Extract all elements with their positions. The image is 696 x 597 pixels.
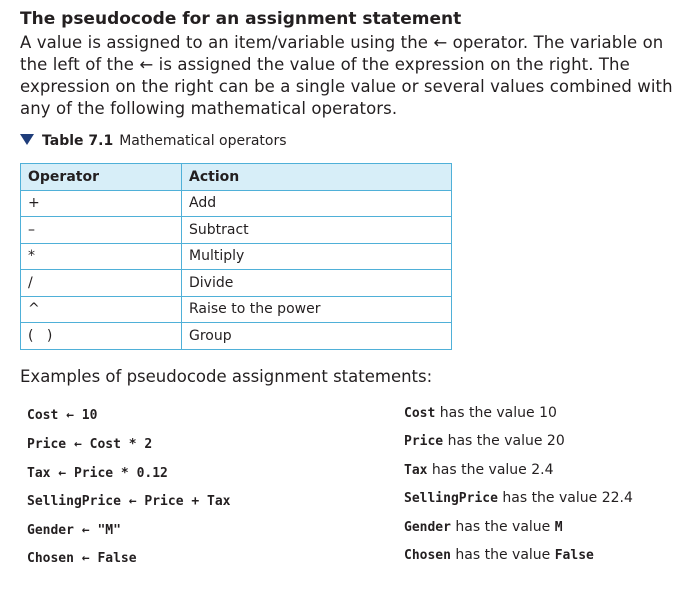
table-header-row bbox=[21, 164, 452, 191]
table-row bbox=[21, 323, 452, 350]
result-text: has the value bbox=[497, 490, 602, 506]
example-statement: SellingPrice ← Price + Tax bbox=[27, 494, 231, 509]
example-statement: Price ← Cost * 2 bbox=[27, 437, 153, 452]
operator-cell: – bbox=[21, 217, 182, 244]
result-text: has the value bbox=[443, 433, 547, 449]
action-cell: Raise to the power bbox=[182, 296, 452, 323]
example-result bbox=[404, 462, 554, 478]
operator-cell: ( ) bbox=[21, 323, 182, 350]
result-value: False bbox=[554, 548, 594, 563]
example-statement: Gender ← "M" bbox=[27, 523, 121, 538]
example-result bbox=[404, 433, 565, 449]
example-result bbox=[404, 405, 557, 421]
table-row bbox=[21, 296, 452, 323]
result-variable: SellingPrice bbox=[404, 491, 498, 506]
operator-cell: / bbox=[21, 270, 182, 297]
result-text: has the value bbox=[435, 405, 540, 421]
table-row bbox=[21, 270, 452, 297]
action-cell: Multiply bbox=[182, 243, 452, 270]
action-cell: Subtract bbox=[182, 217, 452, 244]
table-caption-title: Mathematical operators bbox=[119, 133, 287, 149]
example-result bbox=[404, 490, 633, 506]
example-result bbox=[404, 547, 594, 563]
column-header-operator: Operator bbox=[21, 164, 182, 191]
result-value: 20 bbox=[546, 433, 565, 449]
operator-cell: + bbox=[21, 190, 182, 217]
operator-cell: * bbox=[21, 243, 182, 270]
result-variable: Price bbox=[404, 434, 444, 449]
action-cell: Add bbox=[182, 190, 452, 217]
example-statement: Chosen ← False bbox=[27, 551, 137, 566]
section-heading: The pseudocode for an assignment statement bbox=[20, 9, 462, 29]
action-cell: Group bbox=[182, 323, 452, 350]
table-row bbox=[21, 243, 452, 270]
result-variable: Cost bbox=[404, 406, 436, 421]
table-caption bbox=[20, 133, 287, 149]
intro-paragraph: A value is assigned to an item/variable using the ← operator. The variable on the left of the ← is assigned the value of the expression on the right. The expression on the right can be a single value or several values combined with any of the following mathematical operators. bbox=[20, 33, 673, 118]
triangle-down-icon bbox=[20, 134, 34, 145]
table-row bbox=[21, 190, 452, 217]
examples-title: Examples of pseudocode assignment statements: bbox=[20, 367, 433, 386]
example-statement: Tax ← Price * 0.12 bbox=[27, 466, 168, 481]
operators-table bbox=[20, 163, 452, 350]
example-result bbox=[404, 519, 563, 535]
result-value: 10 bbox=[539, 405, 557, 421]
action-cell: Divide bbox=[182, 270, 452, 297]
table-caption-label: Table 7.1 bbox=[42, 133, 114, 149]
result-text: has the value bbox=[450, 519, 555, 535]
result-value: M bbox=[554, 520, 563, 535]
result-text: has the value bbox=[427, 462, 532, 478]
result-variable: Tax bbox=[404, 463, 428, 478]
operator-cell: ^ bbox=[21, 296, 182, 323]
example-statement: Cost ← 10 bbox=[27, 408, 98, 423]
table-row bbox=[21, 217, 452, 244]
result-variable: Chosen bbox=[404, 548, 451, 563]
result-text: has the value bbox=[450, 547, 555, 563]
result-variable: Gender bbox=[404, 520, 451, 535]
column-header-action: Action bbox=[182, 164, 452, 191]
result-value: 2.4 bbox=[531, 462, 554, 478]
result-value: 22.4 bbox=[601, 490, 633, 506]
